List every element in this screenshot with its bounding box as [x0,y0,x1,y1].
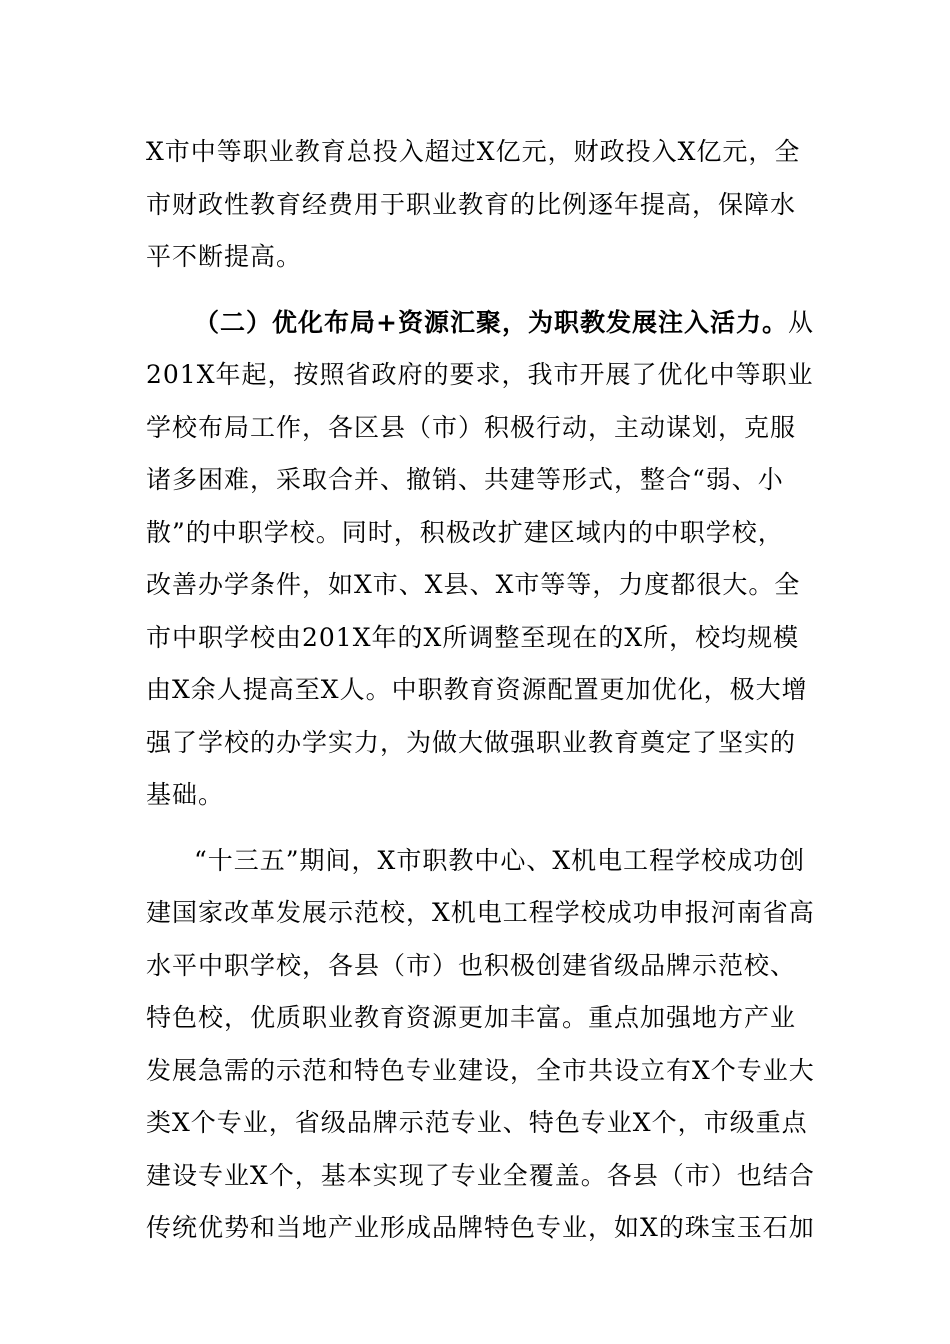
text-line: 散”的中职学校。同时，积极改扩建区域内的中职学校， [146,517,784,547]
text-line: 传统优势和当地产业形成品牌特色专业，如X的珠宝玉石加 [146,1213,815,1242]
text-line: 建国家改革发展示范校，X机电工程学校成功申报河南省高 [146,898,815,927]
text-line: 平不断提高。 [146,242,303,271]
text-line: 由X余人提高至X人。中职教育资源配置更加优化，极大增 [146,675,808,704]
text-line: 诸多困难，采取合并、撤销、共建等形式，整合“弱、小 [146,465,784,494]
text-line: 改善办学条件，如X市、X县、X市等等，力度都很大。全 [146,570,801,599]
paragraph-layout-optimization [146,297,814,822]
paragraph-funding [146,126,806,284]
heading-tail-text: 从 [787,307,814,337]
text-line [146,297,814,350]
text-line: 建设专业X个，基本实现了专业全覆盖。各县（市）也结合 [146,1160,815,1190]
paragraph-13th-five-year [146,835,815,1255]
text-line: 201X年起，按照省政府的要求，我市开展了优化中等职业 [146,360,814,389]
text-line: 基础。 [146,780,225,809]
text-line: 类X个专业，省级品牌示范专业、特色专业X个，市级重点 [146,1108,808,1137]
text-line: 市财政性教育经费用于职业教育的比例逐年提高，保障水 [146,189,797,219]
text-line: X市中等职业教育总投入超过X亿元，财政投入X亿元，全 [146,137,801,166]
text-line: 水平中职学校，各县（市）也积极创建省级品牌示范校、 [146,950,797,980]
section-heading: （二）优化布局+资源汇聚，为职教发展注入活力。 [194,307,788,337]
text-line: 强了学校的办学实力，为做大做强职业教育奠定了坚实的 [146,727,797,757]
text-line: 市中职学校由201X年的X所调整至现在的X所，校均规模 [146,622,800,652]
text-line: “十三五”期间，X市职教中心、X机电工程学校成功创 [194,845,806,875]
document-body [146,126,815,1255]
text-line: 学校布局工作，各区县（市）积极行动，主动谋划，克服 [146,412,797,442]
text-line: 发展急需的示范和特色专业建设，全市共设立有X个专业大 [146,1055,815,1085]
text-line: 特色校，优质职业教育资源更加丰富。重点加强地方产业 [146,1003,797,1032]
